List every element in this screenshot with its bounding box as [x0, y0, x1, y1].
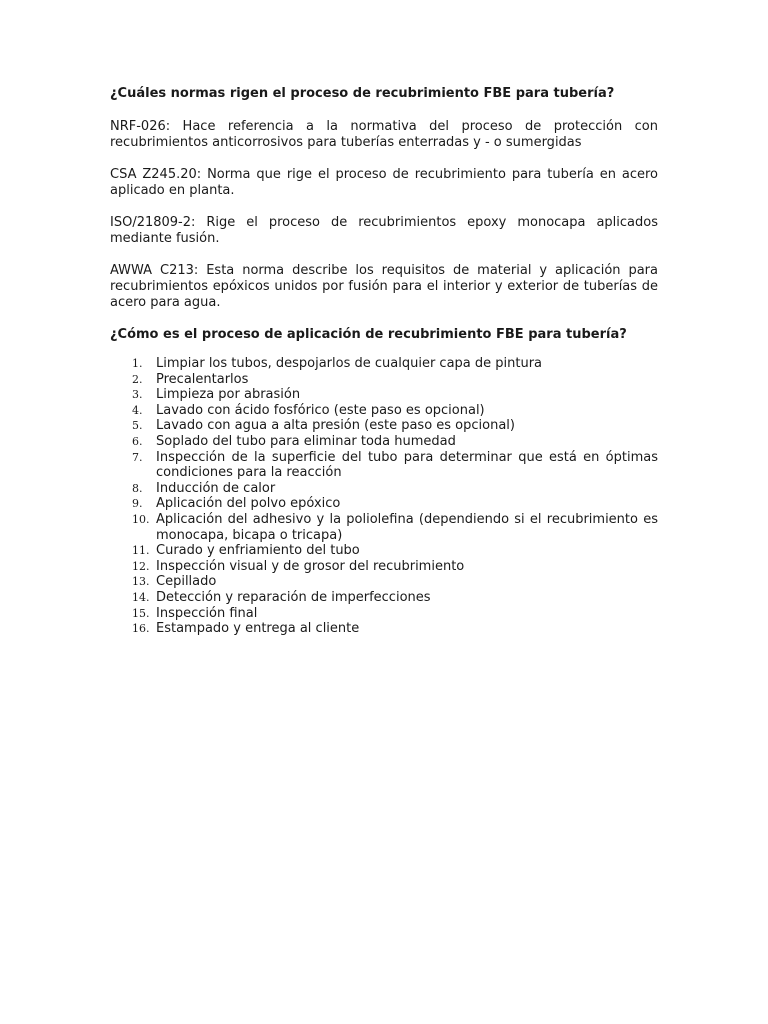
list-item-number: 12. — [132, 559, 150, 573]
list-item-number: 13. — [132, 575, 150, 589]
list-item-number: 5. — [132, 419, 143, 433]
section-heading-process: ¿Cómo es el proceso de aplicación de recubrimiento FBE para tubería? — [110, 327, 627, 342]
list-item-number: 2. — [132, 372, 143, 386]
list-item-text: Limpiar los tubos, despojarlos de cualquier capa de pintura — [156, 356, 543, 371]
list-item — [110, 559, 658, 575]
list-item — [110, 434, 658, 450]
paragraph-iso-21809: ISO/21809-2: Rige el proceso de recubrimientos epoxy monocapa aplicados mediante fusión. — [110, 215, 658, 246]
list-item-text: Soplado del tubo para eliminar toda humedad — [156, 433, 456, 449]
list-item — [110, 387, 658, 403]
list-item — [110, 356, 658, 372]
list-item — [110, 606, 658, 622]
list-item-text: Estampado y entrega al cliente — [156, 621, 360, 637]
list-item-number: 7. — [132, 450, 143, 464]
list-item — [110, 574, 658, 590]
list-item-number: 4. — [132, 403, 143, 417]
list-item — [110, 450, 658, 481]
list-item — [110, 403, 658, 419]
list-item-number: 16. — [132, 622, 150, 636]
paragraph-awwa-c213: AWWA C213: Esta norma describe los requisitos de material y aplicación para recubrimientos epóxicos unidos por fusión para el interior y exterior de tuberías de acero para agua. — [110, 263, 658, 310]
list-item-text: Inspección visual y de grosor del recubrimiento — [156, 558, 465, 574]
list-item-text: Aplicación del polvo epóxico — [156, 496, 341, 512]
paragraph-csa-z245: CSA Z245.20: Norma que rige el proceso de recubrimiento para tubería en acero aplicado en planta. — [110, 167, 658, 198]
list-item-number: 11. — [132, 544, 150, 558]
list-item — [110, 372, 658, 388]
list-item-text: Aplicación del adhesivo y la poliolefina (dependiendo si el recubrimiento es monocapa, bicapa o tricapa) — [156, 511, 658, 543]
list-item-number: 1. — [132, 357, 143, 370]
list-item-text: Lavado con agua a alta presión (este paso es opcional) — [156, 418, 515, 434]
list-item-number: 6. — [132, 434, 143, 448]
list-item — [110, 543, 658, 559]
list-item-number: 8. — [132, 481, 143, 495]
list-item — [110, 621, 658, 637]
list-item — [110, 418, 658, 434]
list-item-text: Inducción de calor — [156, 480, 276, 496]
process-steps-list — [110, 356, 658, 637]
list-item-text: Curado y enfriamiento del tubo — [156, 543, 360, 559]
list-item — [110, 512, 658, 543]
list-item — [110, 481, 658, 497]
list-item-text: Inspección final — [156, 605, 258, 621]
list-item-text: Detección y reparación de imperfecciones — [156, 589, 431, 605]
list-item-text: Lavado con ácido fosfórico (este paso es opcional) — [156, 402, 485, 418]
list-item-number: 15. — [132, 606, 150, 620]
list-item-number: 9. — [132, 497, 143, 511]
list-item — [110, 590, 658, 606]
list-item-text: Inspección de la superficie del tubo para determinar que está en óptimas condiciones para la reacción — [156, 449, 658, 481]
section-heading-standards: ¿Cuáles normas rigen el proceso de recubrimiento FBE para tubería? — [110, 86, 615, 101]
list-item-number: 10. — [132, 512, 150, 526]
list-item-text: Cepillado — [156, 574, 217, 590]
list-item-number: 14. — [132, 590, 150, 604]
list-item-text: Limpieza por abrasión — [156, 387, 301, 403]
list-item — [110, 496, 658, 512]
paragraph-nrf-026: NRF-026: Hace referencia a la normativa del proceso de protección con recubrimientos anticorrosivos para tuberías enterradas y - o sumergidas — [110, 119, 658, 150]
list-item-text: Precalentarlos — [156, 371, 249, 387]
list-item-number: 3. — [132, 388, 143, 402]
